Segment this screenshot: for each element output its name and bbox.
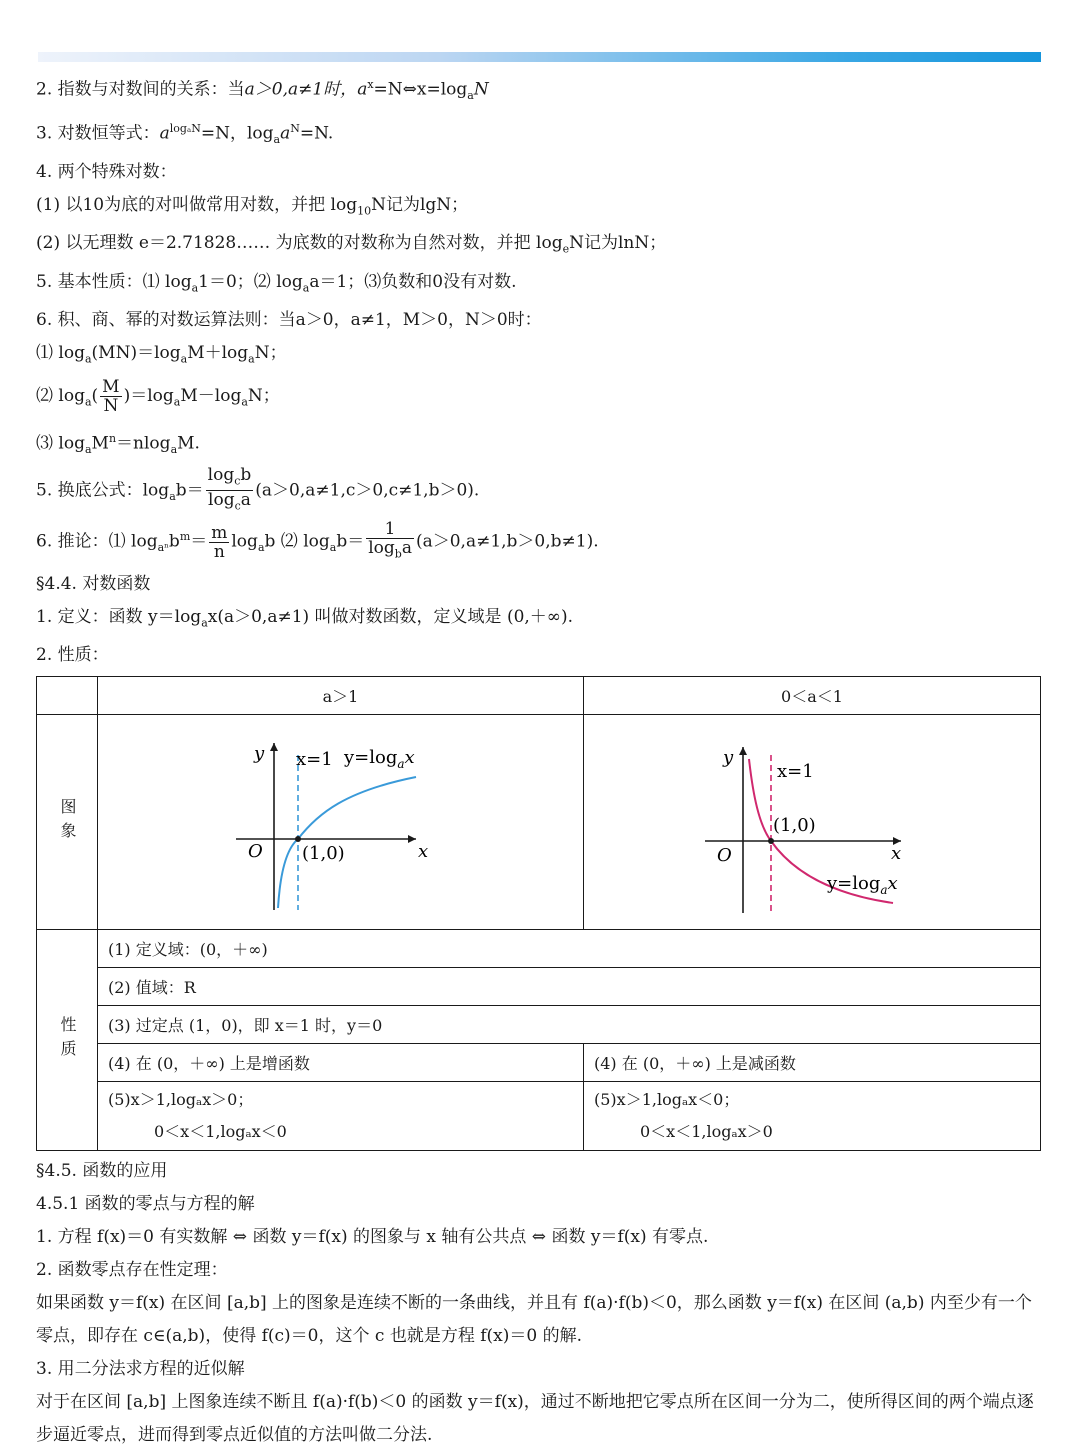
x-axis-label: x bbox=[417, 841, 428, 863]
fixed-point-label: (1,0) bbox=[773, 815, 816, 837]
property-fixed-point: (3) 过定点 (1，0)，即 x＝1 时，y＝0 bbox=[98, 1006, 1041, 1044]
corollary-fraction-1: $\frac{m}{n}$ bbox=[211, 522, 228, 562]
bisection-heading: 3. 用二分法求方程的近似解 bbox=[36, 1359, 245, 1380]
asymptote-label: x=1 bbox=[295, 749, 333, 771]
property-sign-left: (5)x＞1,logₐx＞0； 0＜x＜1,logₐx＜0 bbox=[98, 1082, 584, 1151]
zero-point-equivalence: 1. 方程 f(x)＝0 有实数解 ⇔ 函数 y＝f(x) 的图象与 x 轴有公共点 ⇔ 函数 y＝f(x) 有零点. bbox=[36, 1227, 709, 1248]
x-axis-label: x bbox=[891, 843, 902, 865]
section-4-5-title: §4.5. 函数的应用 bbox=[36, 1161, 168, 1182]
document-body bbox=[36, 68, 1041, 1452]
header-a-between-0-1: 0＜a＜1 bbox=[584, 677, 1041, 715]
natural-log-line: (2) 以无理数 e＝2.71828…… 为底数的对数称为自然对数，并把 $\log_eN$记为lnN； bbox=[36, 233, 667, 256]
fixed-point-marker bbox=[295, 836, 301, 842]
special-logs-heading: 4. 两个特殊对数： bbox=[36, 162, 177, 183]
decreasing-log-graph bbox=[697, 725, 927, 915]
y-axis-arrow-icon bbox=[739, 747, 747, 755]
y-axis-label: y bbox=[723, 747, 734, 769]
property-row-range bbox=[37, 968, 1041, 1006]
header-a-greater-1: a＞1 bbox=[98, 677, 584, 715]
side-label-properties: 性质 bbox=[37, 930, 98, 1151]
property-range: (2) 值域：R bbox=[98, 968, 1041, 1006]
operation-rules-heading: 6. 积、商、幂的对数运算法则：当a＞0，a≠1，M＞0，N＞0时： bbox=[36, 310, 542, 331]
increasing-log-graph bbox=[226, 725, 456, 915]
function-label: $y=\log_ax$ bbox=[827, 873, 898, 898]
power-rule-line: ⑶ $\log_aM^n=nlog_aM$. bbox=[36, 432, 200, 457]
property-sign-right: (5)x＞1,logₐx＜0； 0＜x＜1,logₐx＞0 bbox=[584, 1082, 1041, 1151]
fixed-point-label: (1,0) bbox=[301, 843, 345, 865]
property-row-sign bbox=[37, 1082, 1041, 1151]
property-row-domain bbox=[37, 930, 1041, 968]
bisection-text: 对于在区间 [a,b] 上图象连续不断且 f(a)·f(b)＜0 的函数 y＝f(x)，通过不断地把它零点所在区间一分为二，使所得区间的两个端点逐步逼近零点，进而得到零点近似值的方法叫做二分法. bbox=[36, 1392, 1034, 1446]
corollary-line: 6. 推论：⑴ $\log_{a^n}b^m=$ $\frac{m}{n}$ $\log_ab$ ⑵ $\log_ab=$ $\frac{1}{\log_ba}$ (a＞0,a≠1,b＞0,b≠1). bbox=[36, 517, 1041, 568]
common-log-line: (1) 以10为底的对叫做常用对数，并把 $\log_{10}N$记为lgN； bbox=[36, 195, 469, 218]
properties-table bbox=[36, 676, 1041, 1151]
y-axis-label: y bbox=[253, 743, 264, 765]
quotient-rule-line: ⑵ $\log_a$( $\frac{M}{N}$ )$=\log_aM-\log_aN$； bbox=[36, 376, 280, 416]
change-base-fraction: $\frac{\log_cb}{\log_ca}$ bbox=[207, 465, 252, 513]
property-increasing: (4) 在 (0，＋∞) 上是增函数 bbox=[98, 1044, 584, 1082]
property-row-fixed-point bbox=[37, 1006, 1041, 1044]
fixed-point-marker bbox=[768, 838, 774, 844]
existence-theorem-text: 如果函数 y＝f(x) 在区间 [a,b] 上的图象是连续不断的一条曲线，并且有 f(a)·f(b)＜0，那么函数 y＝f(x) 在区间 (a,b) 内至少有一个零点，即存在 c∈(a,b)，使得 f(c)＝0，这个 c 也就是方程 f(x)＝0 的解. bbox=[36, 1293, 1032, 1347]
definition-line: 1. 定义：函数 $y=\log_ax(a>0,a\ne 1)$ 叫做对数函数，定义域是 (0,＋∞). bbox=[36, 606, 574, 630]
origin-label: O bbox=[247, 841, 263, 863]
origin-label: O bbox=[717, 845, 732, 867]
corollary-fraction-2: $\frac{1}{\log_ba}$ bbox=[368, 519, 412, 561]
relation-line: 2. 指数与对数间的关系：当a＞0,a≠1时，$a^x=N\Leftrightarrow x=\log_aN$ bbox=[36, 78, 489, 103]
basic-properties-line: 5. 基本性质：⑴ $\log_a1=0$；⑵ $\log_aa=1$；⑶负数和0没有对数. bbox=[36, 271, 517, 295]
identity-line: 3. 对数恒等式：$a^{log_aN}=N$，$\log_aa^N=N$. bbox=[36, 122, 334, 147]
function-label: $y=\log_ax$ bbox=[343, 747, 415, 772]
property-row-monotonic bbox=[37, 1044, 1041, 1082]
subsection-4-5-1-title: 4.5.1 函数的零点与方程的解 bbox=[36, 1194, 255, 1215]
property-decreasing: (4) 在 (0，＋∞) 上是减函数 bbox=[584, 1044, 1041, 1082]
x-axis-arrow-icon bbox=[408, 835, 416, 843]
graph-cell-increasing bbox=[98, 715, 584, 930]
quotient-fraction: $\frac{M}{N}$ bbox=[102, 376, 120, 416]
y-axis-arrow-icon bbox=[270, 743, 278, 751]
graph-cell-decreasing bbox=[584, 715, 1041, 930]
section-4-4-title: §4.4. 对数函数 bbox=[36, 573, 151, 594]
property-domain: (1) 定义域：(0，＋∞) bbox=[98, 930, 1041, 968]
asymptote-label: x=1 bbox=[777, 761, 814, 783]
table-header-row bbox=[37, 677, 1041, 715]
properties-heading: 2. 性质： bbox=[36, 645, 109, 666]
existence-theorem-heading: 2. 函数零点存在性定理： bbox=[36, 1260, 228, 1281]
table-graph-row bbox=[37, 715, 1041, 930]
product-rule-line: ⑴ $\log_a(MN)=\log_aM+\log_aN$； bbox=[36, 343, 287, 366]
change-of-base-line: 5. 换底公式：$\log_ab=$ $\frac{\log_cb}{\log_ca}$ (a＞0,a≠1,c＞0,c≠1,b＞0). bbox=[36, 466, 1041, 517]
side-label-graph: 图象 bbox=[37, 715, 98, 930]
table-corner-cell bbox=[37, 677, 98, 715]
header-accent-bar bbox=[38, 52, 1041, 62]
